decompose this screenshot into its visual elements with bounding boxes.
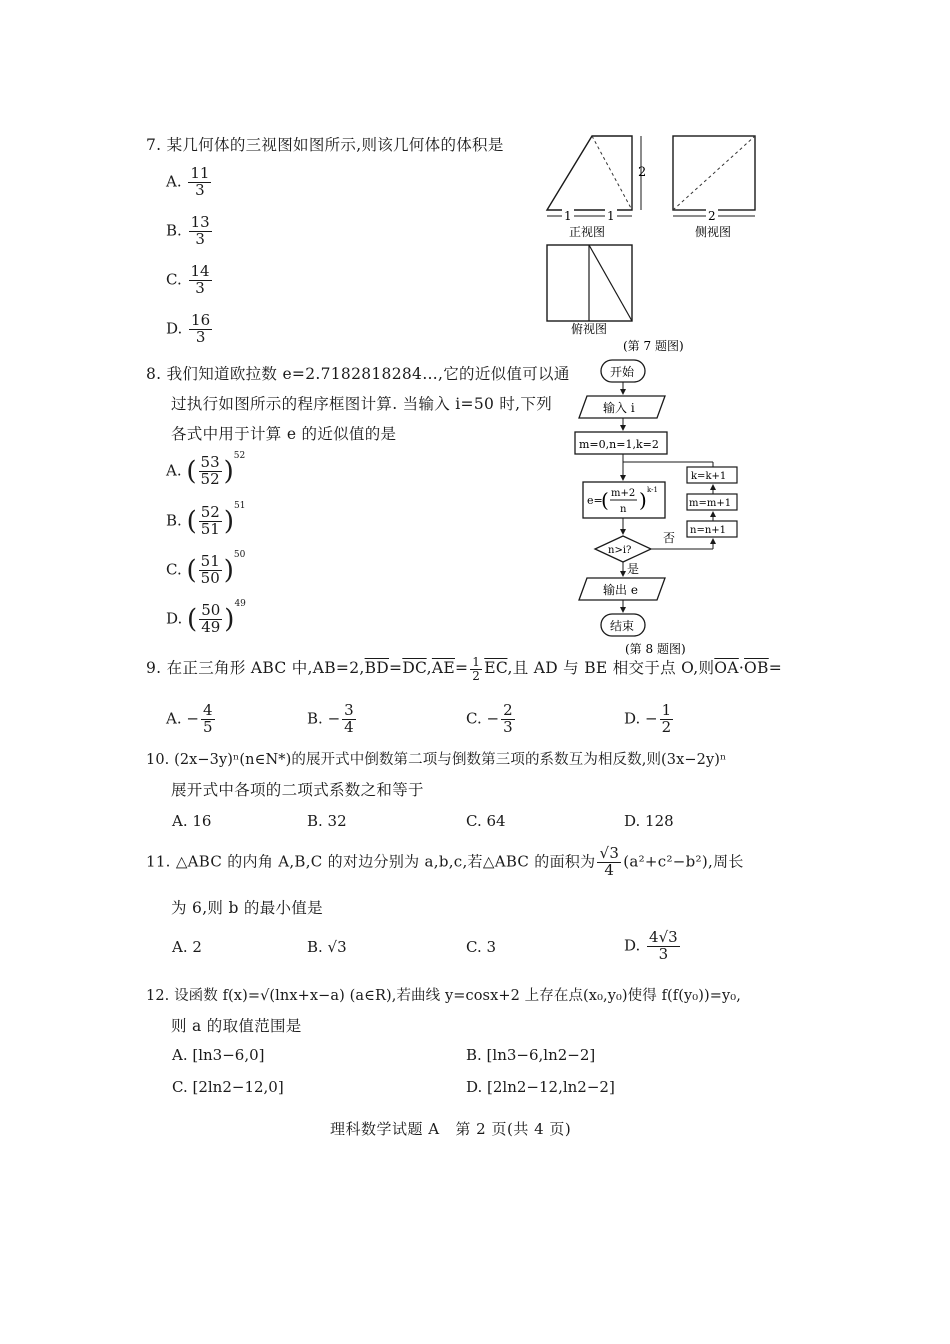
- q8-stem-line3: 各式中用于计算 e 的近似值的是: [171, 425, 397, 443]
- q7-three-view-figure: [535, 128, 775, 358]
- q11-option-d: D. $\frac{4√3}{3}$: [624, 928, 678, 963]
- q7-option-c: C. $\frac{14}{3}$: [166, 262, 210, 297]
- q11-stem-line1: 11. △ABC 的内角 A,B,C 的对边分别为 a,b,c,若△ABC 的面积为 $\frac{√3}{4}$ (a²+c²−b²),周长: [146, 844, 744, 879]
- q12-option-c: C. [2ln2−12,0]: [172, 1078, 284, 1096]
- q10-stem-line1: 10. (2x−3y)ⁿ(n∈N*)的展开式中倒数第二项与倒数第三项的系数互为相反数,则(3x−2y)ⁿ: [146, 752, 727, 768]
- q10-option-c: C. 64: [466, 812, 506, 830]
- q7-stem: 7. 某几何体的三视图如图所示,则该几何体的体积是: [146, 136, 504, 154]
- q7-option-c-fraction: $\frac{14}{3}$: [190, 262, 210, 297]
- vector-ob: $\overline{OB}$: [744, 659, 769, 678]
- q12-option-d: D. [2ln2−12,ln2−2]: [466, 1078, 615, 1096]
- dim-1-right-label: 1: [607, 209, 615, 223]
- q9-option-c: C. − $\frac{2}{3}$: [466, 701, 513, 736]
- q8-figure-caption: (第 8 题图): [625, 642, 686, 656]
- vector-ec: $\overline{EC}$: [484, 659, 508, 678]
- flow-formula-prefix: e=: [587, 494, 603, 507]
- q9-option-d: D. − $\frac{1}{2}$: [624, 701, 672, 736]
- flow-end-label: 结束: [610, 619, 635, 633]
- q11-option-a: A. 2: [172, 938, 202, 956]
- flow-no-label: 否: [663, 531, 676, 545]
- flow-input-label: 输入 i: [603, 401, 635, 415]
- flow-formula-exponent: k-1: [647, 486, 658, 494]
- flow-start-label: 开始: [610, 365, 635, 379]
- flow-output-label: 输出 e: [603, 583, 638, 597]
- side-view-label: 侧视图: [695, 225, 732, 239]
- q8-stem-line1: 8. 我们知道欧拉数 e=2.7182818284…,它的近似值可以通: [146, 365, 570, 383]
- q9-option-a: A. − $\frac{4}{5}$: [166, 701, 213, 736]
- q7-option-b: B. $\frac{13}{3}$: [166, 213, 210, 248]
- q9-option-b: B. − $\frac{3}{4}$: [307, 701, 354, 736]
- vector-bd: $\overline{BD}$: [364, 659, 390, 678]
- q12-option-a: A. [ln3−6,0]: [172, 1046, 265, 1064]
- dim-2-label: 2: [708, 209, 716, 223]
- q12-stem-line2: 则 a 的取值范围是: [171, 1017, 302, 1035]
- q8-flowchart: [565, 356, 755, 656]
- flow-init-label: m=0,n=1,k=2: [579, 438, 659, 451]
- q11-stem-line2: 为 6,则 b 的最小值是: [171, 899, 323, 917]
- q7-option-b-fraction: $\frac{13}{3}$: [190, 213, 210, 248]
- top-view-diagonal: [589, 245, 632, 321]
- front-view-label: 正视图: [569, 225, 606, 239]
- top-view-label: 俯视图: [571, 322, 608, 336]
- page-footer: 理科数学试题 A 第 2 页(共 4 页): [330, 1120, 572, 1138]
- flow-m-update-label: m=m+1: [689, 498, 732, 509]
- vector-oa: $\overline{OA}$: [714, 659, 739, 678]
- q7-option-a: A. $\frac{11}{3}$: [166, 164, 210, 199]
- front-view-trapezoid: [547, 136, 632, 210]
- front-view-hidden-edge: [592, 136, 632, 210]
- q7-figure-caption: (第 7 题图): [623, 339, 684, 353]
- flow-decision-label: n>i?: [608, 545, 632, 556]
- q8-stem-line2: 过执行如图所示的程序框图计算. 当输入 i=50 时,下列: [171, 395, 553, 413]
- q10-option-b: B. 32: [307, 812, 347, 830]
- flow-k-update-label: k=k+1: [691, 471, 727, 482]
- q8-option-a: A. ( $\frac{53}{52}$ )$^{52}$: [166, 451, 246, 488]
- q8-option-d: D. ( $\frac{50}{49}$ )$^{49}$: [166, 599, 246, 636]
- dim-1-left-label: 1: [564, 209, 572, 223]
- q7-option-d: D. $\frac{16}{3}$: [166, 311, 211, 346]
- q7-option-a-fraction: $\frac{11}{3}$: [190, 164, 210, 199]
- q10-option-a: A. 16: [172, 812, 212, 830]
- q12-option-b: B. [ln3−6,ln2−2]: [466, 1046, 596, 1064]
- vector-ae: $\overline{AE}$: [431, 659, 455, 678]
- flow-formula-denominator: n: [620, 504, 627, 515]
- q8-option-b: B. ( $\frac{52}{51}$ )$^{51}$: [166, 501, 246, 538]
- q12-stem-line1: 12. 设函数 f(x)=√(lnx+x−a) (a∈R),若曲线 y=cosx+2 上存在点(x₀,y₀)使得 f(f(y₀))=y₀,: [146, 988, 741, 1004]
- q8-option-c: C. ( $\frac{51}{50}$ )$^{50}$: [166, 550, 246, 587]
- vector-dc: $\overline{DC}$: [402, 659, 427, 678]
- svg-text:): ): [639, 488, 647, 512]
- flow-formula-numerator: m+2: [611, 488, 636, 499]
- q11-option-c: C. 3: [466, 938, 497, 956]
- side-view-hidden-edge: [673, 136, 755, 210]
- height-dimension-label: 2: [638, 165, 647, 180]
- svg-text:(: (: [601, 488, 609, 512]
- flow-n-update-label: n=n+1: [690, 525, 727, 536]
- flow-yes-label: 是: [627, 562, 640, 576]
- q7-option-d-fraction: $\frac{16}{3}$: [191, 311, 211, 346]
- q11-option-b: B. √3: [307, 938, 347, 956]
- q10-option-d: D. 128: [624, 812, 674, 830]
- q9-stem: 9. 在正三角形 ABC 中$,AB=2,\overline{BD}=\overline{DC},\overline{AE}=$ $\frac{1}{2}$ $\overline{EC}$,且 AD 与 BE 相交于点 O,则$\overline{OA}\cdot\overline{OB}=$: [146, 655, 783, 683]
- q10-stem-line2: 展开式中各项的二项式系数之和等于: [171, 781, 424, 799]
